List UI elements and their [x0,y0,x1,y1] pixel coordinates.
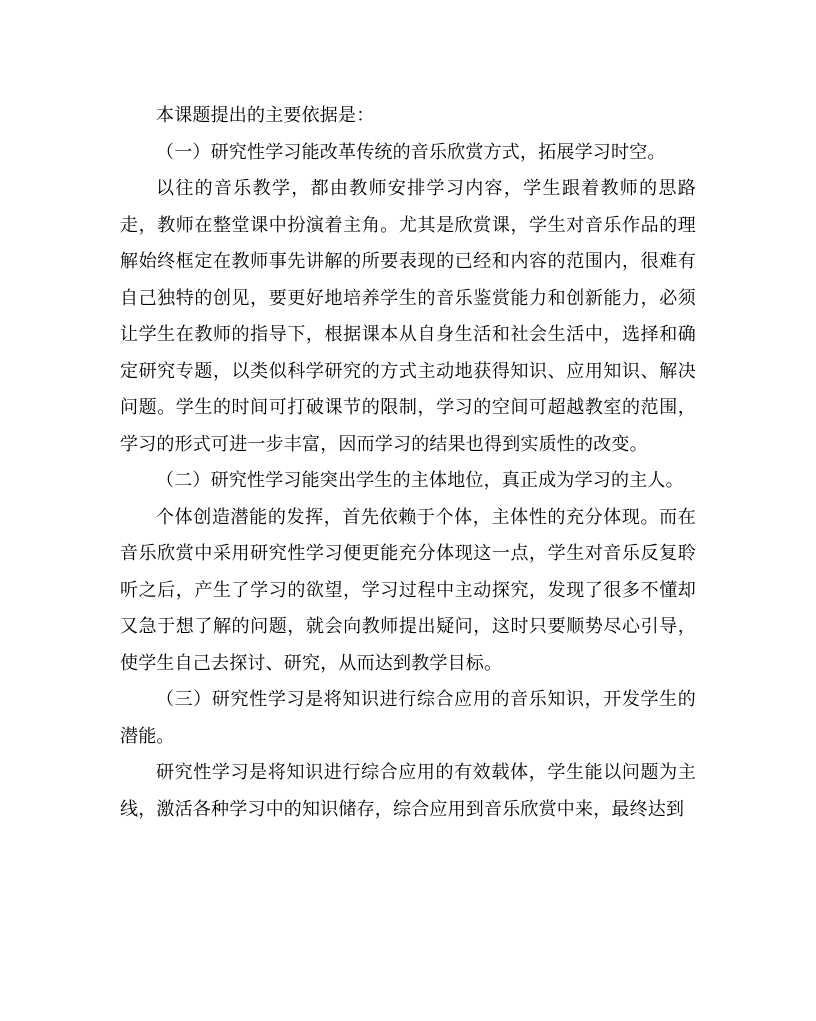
document-body [120,98,696,828]
section-body-3: 研究性学习是将知识进行综合应用的有效载体，学生能以问题为主线，激活各种学习中的知识储存，综合应用到音乐欣赏中来，最终达到 [120,762,696,820]
section-body-1: 以往的音乐教学，都由教师安排学习内容，学生跟着教师的思路走，教师在整堂课中扮演着主角。尤其是欣赏课，学生对音乐作品的理解始终框定在教师事先讲解的所要表现的已经和内容的范围内，很难有自己独特的创见，要更好地培养学生的音乐鉴赏能力和创新能力，必须让学生在教师的指导下，根据课本从自身生活和社会生活中，选择和确定研究专题，以类似科学研究的方式主动地获得知识、应用知识、解决问题。学生的时间可打破课节的限制，学习的空间可超越教室的范围，学习的形式可进一步丰富，因而学习的结果也得到实质性的改变。 [120,178,696,455]
intro-paragraph: 本课题提出的主要依据是： [156,105,375,126]
section-body-2: 个体创造潜能的发挥，首先依赖于个体，主体性的充分体现。而在音乐欣赏中采用研究性学习便更能充分体现这一点，学生对音乐反复聆听之后，产生了学习的欲望，学习过程中主动探究，发现了很多不懂却又急于想了解的问题，就会向教师提出疑问，这时只要顺势尽心引导，使学生自己去探讨、研究，从而达到教学目标。 [120,506,696,674]
section-heading-2: （二）研究性学习能突出学生的主体地位，真正成为学习的主人。 [156,470,684,491]
section-heading-1: （一）研究性学习能改革传统的音乐欣赏方式，拓展学习时空。 [156,141,666,163]
section-heading-3: （三）研究性学习是将知识进行综合应用的音乐知识，开发学生的潜能。 [120,689,696,747]
